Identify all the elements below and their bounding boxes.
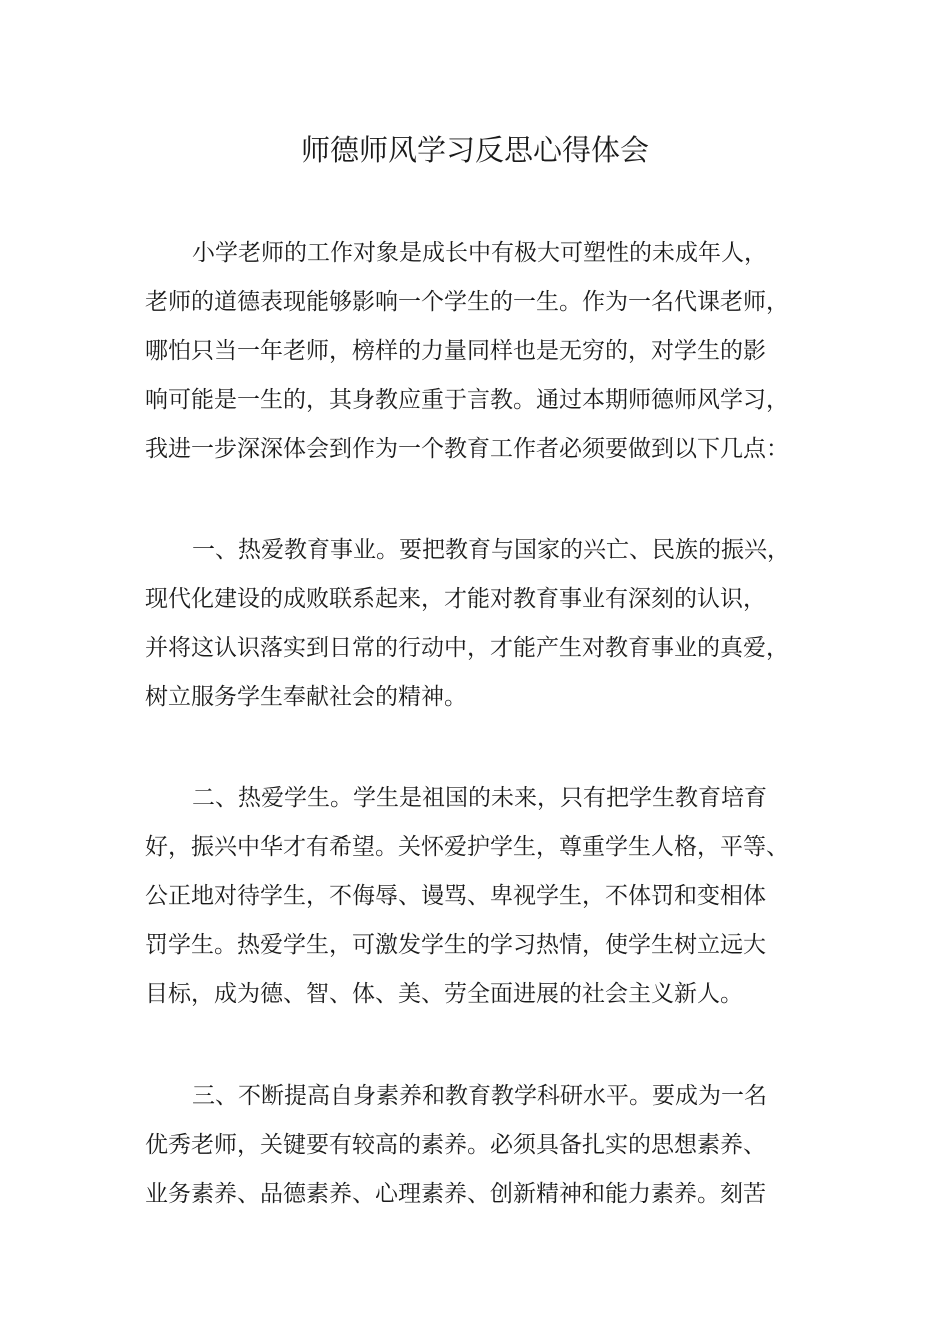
paragraph-line: 二、热爱学生。学生是祖国的未来，只有把学生教育培育 [192,785,767,811]
paragraph-line: 现代化建设的成败联系起来，才能对教育事业有深刻的认识， [145,586,766,612]
paragraph-line: 哪怕只当一年老师，榜样的力量同样也是无穷的，对学生的影 [145,338,766,364]
paragraph-line: 公正地对待学生，不侮辱、谩骂、卑视学生，不体罚和变相体 [145,883,766,909]
paragraph-point-two [145,774,825,1019]
paragraph-point-one [145,526,825,722]
paragraph-line: 业务素养、品德素养、心理素养、创新精神和能力素养。刻苦 [145,1181,766,1207]
paragraph-line: 我进一步深深体会到作为一个教育工作者必须要做到以下几点： [145,436,789,462]
paragraph-line: 小学老师的工作对象是成长中有极大可塑性的未成年人， [192,240,767,266]
paragraph-line: 目标，成为德、智、体、美、劳全面进展的社会主义新人。 [145,981,743,1007]
paragraph-line: 老师的道德表现能够影响一个学生的一生。作为一名代课老师， [145,289,789,315]
paragraph-line: 一、热爱教育事业。要把教育与国家的兴亡、民族的振兴， [192,537,790,563]
paragraph-line: 响可能是一生的，其身教应重于言教。通过本期师德师风学习， [145,387,789,413]
document-title: 师德师风学习反思心得体会 [300,133,649,167]
paragraph-line: 优秀老师，关键要有较高的素养。必须具备扎实的思想素养、 [145,1132,766,1158]
paragraph-line: 好，振兴中华才有希望。关怀爱护学生，尊重学生人格，平等、 [145,834,789,860]
paragraph-line: 罚学生。热爱学生，可激发学生的学习热情，使学生树立远大 [145,932,766,958]
paragraph-intro [145,229,825,474]
paragraph-point-three [145,1072,825,1219]
paragraph-line: 树立服务学生奉献社会的精神。 [145,684,467,710]
paragraph-line: 三、不断提高自身素养和教育教学科研水平。要成为一名 [192,1083,767,1109]
paragraph-line: 并将这认识落实到日常的行动中，才能产生对教育事业的真爱， [145,635,789,661]
